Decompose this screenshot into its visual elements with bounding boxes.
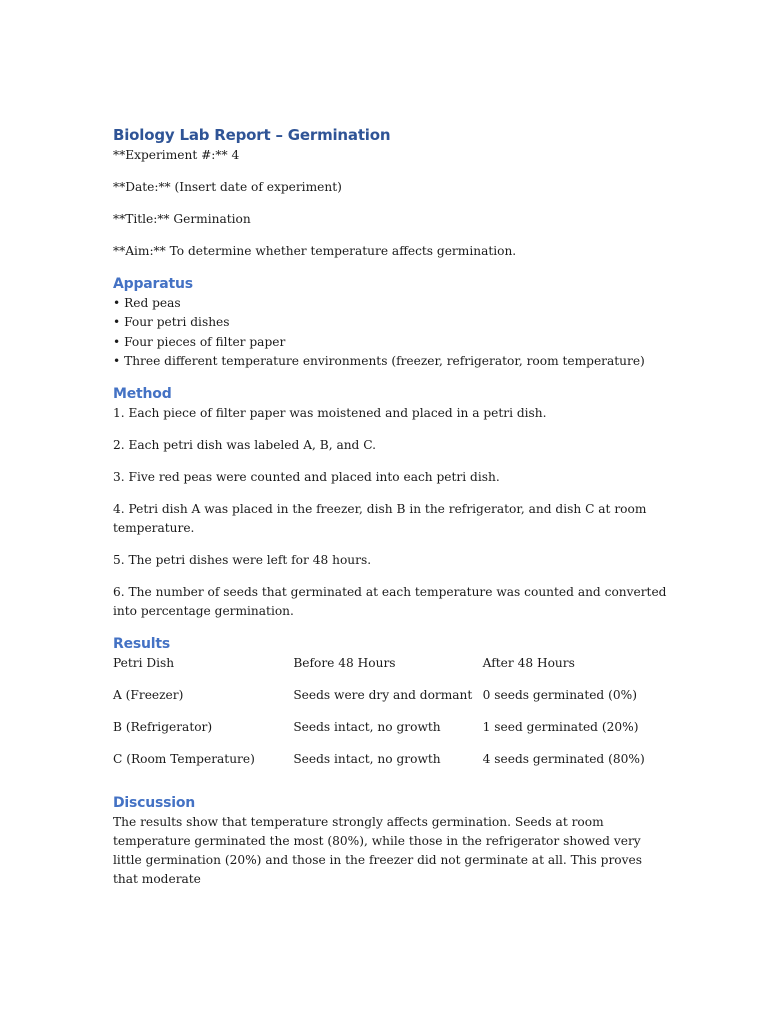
experiment-number: **Experiment #:** 4: [113, 148, 240, 162]
document-page: [113, 124, 673, 889]
column-header: Petri Dish: [113, 656, 175, 671]
method-step: 2. Each petri dish was labeled A, B, and C.: [113, 438, 377, 453]
experiment-title: **Title:** Germination: [113, 212, 251, 226]
experiment-date: **Date:** (Insert date of experiment): [113, 180, 342, 194]
results-table: [113, 654, 653, 769]
table-cell: C (Room Temperature): [113, 752, 255, 767]
results-heading: Results: [113, 636, 170, 653]
experiment-aim: **Aim:** To determine whether temperature affects germination.: [113, 244, 517, 258]
apparatus-item: • Four petri dishes: [113, 315, 230, 330]
apparatus-heading: Apparatus: [113, 276, 193, 292]
table-cell: 4 seeds germinated (80%): [482, 752, 645, 767]
discussion-heading: Discussion: [113, 795, 196, 812]
document-title: Biology Lab Report – Germination: [113, 126, 391, 144]
discussion-text: The results show that temperature strongly affects germination. Seeds at room temperature germinated the most (80%), while those in the refrigerator showed very little germination (20%) and those in the freezer did not germinate at all. This proves that moderate: [113, 815, 642, 887]
method-step: 6. The number of seeds that germinated at each temperature was counted and converted into percentage germination.: [113, 585, 667, 619]
table-header-row: [113, 654, 653, 673]
table-cell: B (Refrigerator): [113, 720, 213, 735]
table-cell: 1 seed germinated (20%): [482, 720, 639, 735]
table-cell: A (Freezer): [113, 688, 184, 703]
table-row: [113, 750, 653, 769]
apparatus-item: • Four pieces of filter paper: [113, 334, 286, 349]
table-cell: Seeds were dry and dormant: [293, 688, 473, 703]
method-step: 3. Five red peas were counted and placed into each petri dish.: [113, 470, 500, 485]
method-steps: [113, 404, 673, 621]
method-step: 5. The petri dishes were left for 48 hours.: [113, 553, 372, 568]
table-cell: 0 seeds germinated (0%): [482, 688, 637, 703]
column-header: After 48 Hours: [482, 656, 575, 671]
method-heading: Method: [113, 386, 172, 403]
method-step: 4. Petri dish A was placed in the freezer, dish B in the refrigerator, and dish C at room temperature.: [113, 502, 647, 536]
apparatus-item: • Three different temperature environments (freezer, refrigerator, room temperature): [113, 353, 645, 368]
apparatus-item: • Red peas: [113, 296, 181, 310]
table-row: [113, 686, 653, 705]
apparatus-list: [113, 294, 673, 371]
table-row: [113, 718, 653, 737]
table-cell: Seeds intact, no growth: [293, 720, 441, 735]
method-step: 1. Each piece of filter paper was moistened and placed in a petri dish.: [113, 406, 547, 421]
column-header: Before 48 Hours: [293, 656, 396, 671]
table-cell: Seeds intact, no growth: [293, 752, 441, 767]
